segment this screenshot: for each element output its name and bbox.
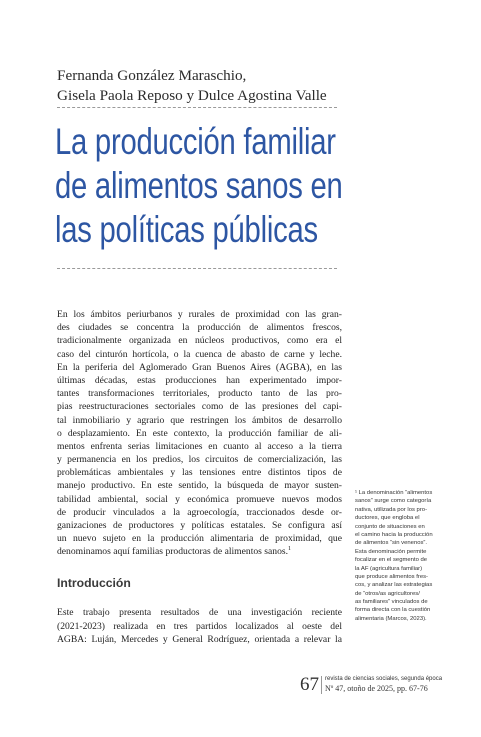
abstract-line: pias reestructuraciones sectoriales como de las presiones del capi-: [57, 401, 342, 413]
journal-info: [321, 676, 475, 694]
abstract-line: En la periferia del Aglomerado Gran Buenos Aires (AGBA), en las: [57, 361, 342, 373]
section-heading: Introducción: [57, 576, 131, 590]
abstract-line: tantes transformaciones territoriales, producto tanto de las pro-: [57, 388, 342, 400]
abstract: [57, 308, 342, 559]
footnote-line: conjunto de situaciones en: [355, 523, 425, 530]
footnote-line: ¹ La denominación “alimentos: [355, 490, 433, 496]
footnote-line: forma directa con la cuestión: [355, 607, 431, 614]
footnote-line: de “otros/as agricultores/: [355, 590, 420, 597]
footnote-line: sanos” surge como categoría: [355, 498, 432, 505]
abstract-line: tradicionalmente organizada en núcleos productivos, como era el: [57, 335, 342, 347]
article-title: [55, 120, 343, 252]
footnote-line: cos, y analizar las estrategias: [355, 582, 433, 589]
title-line-2: de alimentos sanos en: [55, 165, 343, 206]
footnote-line: ductores, que engloba el: [355, 515, 420, 522]
abstract-line: manejo productivo. En este sentido, la búsqueda de mayor susten-: [57, 480, 342, 492]
abstract-line: En los ámbitos periurbanos y rurales de proximidad con las gran-: [57, 309, 342, 320]
footnote-line: alimentaria (Marcos, 2023).: [355, 615, 427, 622]
abstract-line: caso del cinturón hortícola, o la cuenca de abasto de carne y leche.: [57, 348, 342, 360]
abstract-line: tabilidad ambiental, social y económica promueve nuevos modos: [57, 493, 342, 505]
intro-line: AGBA: Luján, Mercedes y General Rodríguez, orientada a relevar la: [57, 634, 342, 646]
journal-issue: Nº 47, otoño de 2025, pp. 67-76: [325, 683, 428, 693]
abstract-line: denominamos aquí familias productoras de alimentos sanos.: [57, 546, 288, 558]
footnote-line: el camino hacia la producción: [355, 531, 433, 538]
abstract-line: tal inmobiliario y agrario que restringen los ámbitos de desarrollo: [57, 414, 342, 426]
abstract-line: mentos enfrenta serias limitaciones en cuanto al acceso a la tierra: [57, 440, 342, 452]
intro-line: (2021-2023) realizada en tres partidos localizados al oeste del: [57, 620, 342, 632]
abstract-line: o desplazamiento. En este contexto, la producción familiar de ali-: [57, 427, 342, 439]
footnote-line: as familiares” vinculados de: [355, 599, 428, 606]
footnote-line: que produce alimentos fres-: [355, 573, 429, 580]
footnote-line: la AF (agricultura familiar): [355, 565, 423, 572]
footnote-line: Esta denominación permite: [355, 548, 427, 555]
abstract-line: últimas décadas, estas producciones han experimentado impor-: [57, 374, 342, 386]
sidenote: [355, 489, 435, 623]
footnote-line: focalizar en el segmento de: [355, 557, 428, 564]
footnote-line: nativa, utilizada por los pro-: [355, 506, 428, 513]
abstract-line: ganizaciones de productores y políticas estatales. Se configura así: [57, 520, 342, 531]
abstract-line: des ciudades se concentra la producción de alimentos frescos,: [57, 322, 342, 334]
footnote-line: de alimentos “sin venenos”.: [355, 540, 428, 547]
abstract-line: un nuevo sujeto en la producción alimentaria de proximidad, que: [57, 533, 342, 545]
author-line-1: Fernanda González Maraschio,: [57, 67, 247, 84]
title-line-3: las políticas públicas: [55, 209, 318, 250]
abstract-line: y permanencia en los predios, los circuitos de comercialización, las: [57, 454, 342, 466]
abstract-line: problemáticas ambientales y las tensiones entre distintos tipos de: [57, 467, 342, 479]
journal-name: revista de ciencias sociales, segunda época: [325, 676, 443, 682]
intro-paragraph: [57, 606, 342, 647]
abstract-line: de producir vinculados a la agroecología, traccionados desde or-: [57, 506, 342, 518]
intro-line: Este trabajo presenta resultados de una investigación reciente: [57, 607, 342, 618]
footnote-marker: 1: [288, 545, 292, 553]
bottom-dashed-rule: [57, 268, 337, 269]
abstract-last-line: [57, 545, 342, 558]
title-line-1: La producción familiar: [55, 121, 336, 162]
author-line-2: Gisela Paola Reposo y Dulce Agostina Valle: [57, 87, 327, 104]
page-number: 67: [300, 674, 319, 695]
top-dashed-rule: [57, 107, 337, 108]
authors: [57, 66, 357, 106]
